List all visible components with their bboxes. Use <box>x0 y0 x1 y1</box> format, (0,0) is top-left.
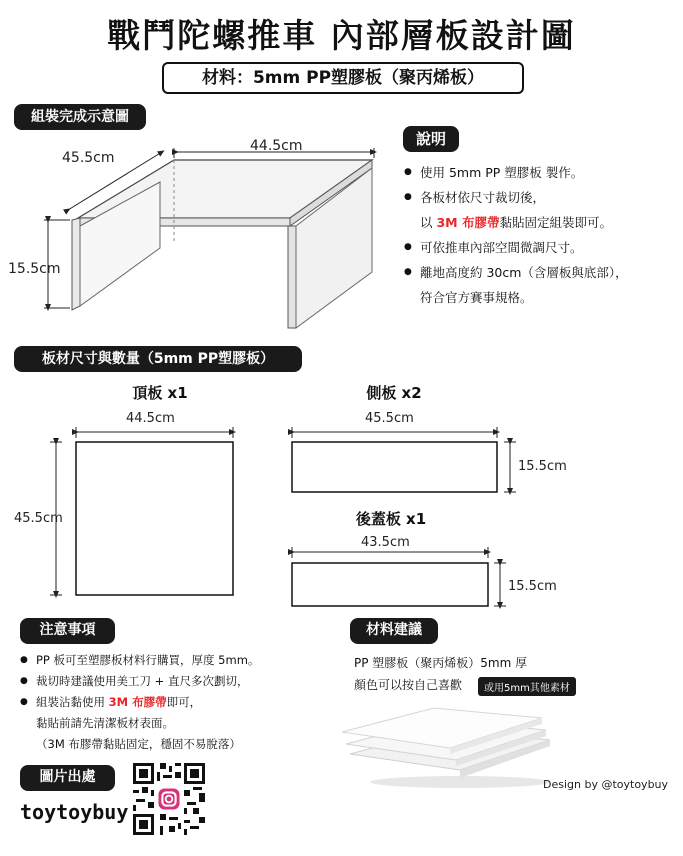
assembly-diagram <box>0 130 400 340</box>
side-panel-height: 15.5cm <box>518 459 567 474</box>
top-panel-width: 44.5cm <box>126 411 175 426</box>
description-item-2: ● 各板材依尺寸裁切後， <box>404 185 679 210</box>
note-item-1: ● PP 板可至塑膠板材料行購買，厚度 5mm。 <box>20 650 350 671</box>
assembly-height-label: 15.5cm <box>8 261 61 277</box>
side-panel-width: 45.5cm <box>365 411 414 426</box>
pp-boards-illustration <box>330 700 570 790</box>
qr-code-icon[interactable] <box>133 763 205 835</box>
source-header: 圖片出處 <box>20 765 115 791</box>
note-item-3-cont: 黏貼前請先清潔板材表面。 <box>36 716 174 730</box>
tape-highlight: 3M 布膠帶 <box>436 215 500 230</box>
assembly-header: 組裝完成示意圖 <box>14 104 146 130</box>
note-item-3: ● 組裝沾黏使用 3M 布膠帶即可， <box>20 692 350 713</box>
description-item-4-cont: 符合官方賽事規格。 <box>420 290 533 305</box>
note-item-4: （3M 布膠帶黏貼固定，穩固不易脫落） <box>36 737 241 751</box>
description-item-1: ● 使用 5mm PP 塑膠板 製作。 <box>404 160 679 185</box>
material-banner: 材料：5mm PP塑膠板（聚丙烯板） <box>162 62 524 94</box>
source-handle: toytoybuy <box>20 800 129 824</box>
notes-header: 注意事項 <box>20 618 115 644</box>
assembly-width-label: 44.5cm <box>250 138 303 154</box>
page-title: 戰鬥陀螺推車 內部層板設計圖 <box>107 16 576 55</box>
material-tag: 或用5mm其他素材 <box>478 677 576 696</box>
back-panel-height: 15.5cm <box>508 579 557 594</box>
material-line-1: PP 塑膠板（聚丙烯板）5mm 厚 <box>354 656 528 670</box>
top-panel-label: 頂板 x1 <box>132 384 188 402</box>
back-panel-width: 43.5cm <box>361 535 410 550</box>
description-item-4: ● 離地高度約 30cm（含層板與底部）， <box>404 260 679 285</box>
parts-header: 板材尺寸與數量（5mm PP塑膠板） <box>14 346 302 372</box>
description-list <box>404 160 679 310</box>
description-item-3: ● 可依推車內部空間微調尺寸。 <box>404 235 679 260</box>
note-item-2: ● 裁切時建議使用美工刀 + 直尺多次劃切， <box>20 671 350 692</box>
assembly-depth-label: 45.5cm <box>62 150 115 166</box>
tape-highlight-note: 3M 布膠帶 <box>108 695 167 709</box>
description-item-2-cont: 以 3M 布膠帶黏貼固定組裝即可。 <box>420 215 612 230</box>
description-header: 說明 <box>403 126 459 152</box>
side-panel-label: 側板 x2 <box>366 384 422 402</box>
design-credit: Design by @toytoybuy <box>543 778 669 791</box>
back-panel-label: 後蓋板 x1 <box>355 510 427 528</box>
material-suggest-header: 材料建議 <box>350 618 438 644</box>
top-panel-height: 45.5cm <box>14 511 63 526</box>
notes-list <box>20 650 350 755</box>
material-line-2: 顏色可以按自己喜歡 <box>354 678 463 692</box>
